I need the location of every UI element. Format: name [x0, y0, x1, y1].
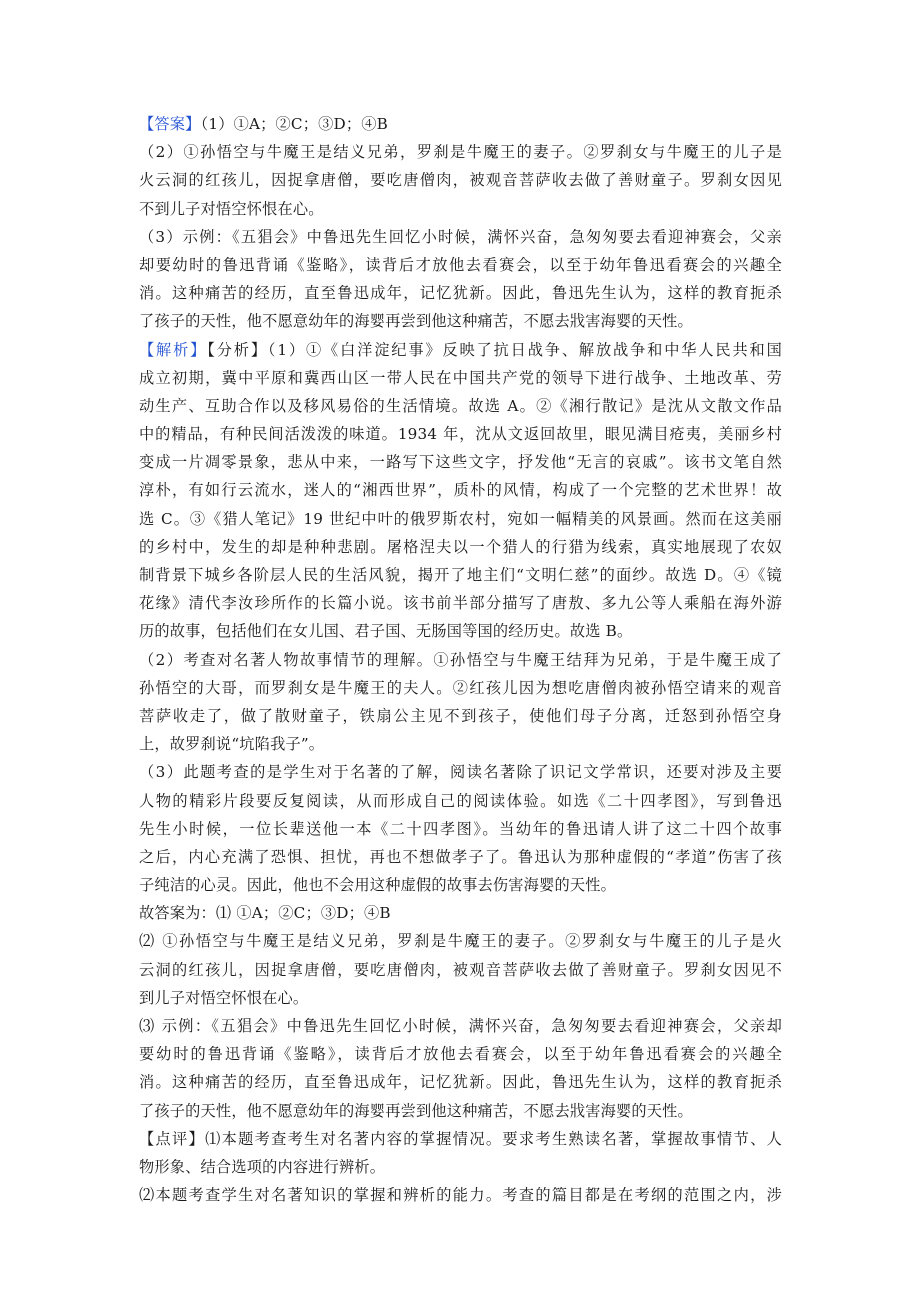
- text-line: [139, 476, 782, 504]
- text-line: [139, 223, 782, 251]
- text-line: [139, 787, 782, 815]
- line-text: 菩萨收走了，做了散财童子，铁扇公主见不到孩子，使他们母子分离，迁怒到孙悟空身: [139, 706, 782, 725]
- line-text: 历的故事，包括他们在女儿国、君子国、无肠国等国的经历史。故选 B。: [139, 622, 633, 641]
- line-text: 要幼时的鲁迅背诵《鉴略》，读背后才放他去看赛会，以至于幼年鲁迅看赛会的兴趣全: [139, 1045, 782, 1064]
- line-text: 【分析】（1）①《白洋淀纪事》反映了抗日战争、解放战争和中华人民共和国: [207, 340, 782, 359]
- line-text: 却要幼时的鲁迅背诵《鉴略》，读背后才放他去看赛会，以至于幼年鲁迅看赛会的兴趣全: [139, 255, 782, 274]
- line-text: 火云洞的红孩儿，因捉拿唐僧，要吃唐僧肉，被观音菩萨收去做了善财童子。罗刹女因见: [139, 171, 782, 190]
- line-text: 中的精品，有种民间活泼泼的味道。1934 年，沈从文返回故里，眼见满目疮夷，美丽乡村: [139, 425, 782, 444]
- text-line: [139, 505, 782, 533]
- line-text: （3）此题考查的是学生对于名著的了解，阅读名著除了识记文学常识，还要对涉及主要: [139, 763, 782, 782]
- line-text: （1）①A；②C；③D；④B: [200, 115, 389, 133]
- line-text: 孙悟空的大哥，而罗刹女是牛魔王的夫人。②红孩儿因为想吃唐僧肉被孙悟空请来的观音: [139, 678, 782, 697]
- line-text: 云洞的红孩儿，因捉拿唐僧，要吃唐僧肉，被观音菩萨收去做了善财童子。罗刹女因见不: [139, 960, 782, 979]
- line-text: ⑵ ①孙悟空与牛魔王是结义兄弟，罗刹是牛魔王的妻子。②罗刹女与牛魔王的儿子是火: [139, 932, 782, 951]
- line-text: 成立初期，冀中平原和冀西山区一带人民在中国共产党的领导下进行战争、土地改革、劳: [139, 368, 782, 387]
- line-text: 子纯洁的心灵。因此，他也不会用这种虚假的故事去伤害海婴的天性。: [139, 876, 617, 895]
- line-text: 的乡村中，发生的却是种种悲剧。屠格涅夫以一个猎人的行猎为线索，真实地展现了农奴: [139, 537, 782, 556]
- text-line: [139, 674, 782, 702]
- text-line: [139, 420, 782, 448]
- text-line: [139, 307, 782, 335]
- text-line: [139, 843, 782, 871]
- line-text: 人物的精彩片段要反复阅读，从而形成自己的阅读体验。如选《二十四孝图》，写到鲁迅: [139, 791, 782, 810]
- text-line: [139, 1012, 782, 1040]
- section-tag: 【答案】: [139, 115, 201, 133]
- line-text: 制背景下城乡各阶层人民的生活风貌，揭开了地主们“文明仁慈”的面纱。故选 D。④《镜: [139, 566, 782, 584]
- text-line: [139, 1181, 782, 1209]
- text-line: [139, 815, 782, 843]
- text-line: [139, 279, 782, 307]
- line-text: 【点评】⑴本题考查考生对名著内容的掌握情况。要求考生熟读名著，掌握故事情节、人: [139, 1129, 782, 1148]
- text-line: [139, 336, 782, 364]
- text-line: [139, 1068, 782, 1096]
- text-line: [139, 927, 782, 955]
- line-text: 消。这种痛苦的经历，直至鲁迅成年，记忆犹新。因此，鲁迅先生认为，这样的教育扼杀: [139, 1073, 782, 1092]
- line-text: 到儿子对悟空怀恨在心。: [139, 988, 309, 1007]
- text-line: [139, 956, 782, 984]
- line-text: 故答案为：⑴ ①A；②C；③D；④B: [139, 904, 391, 923]
- line-text: （2）①孙悟空与牛魔王是结义兄弟，罗刹是牛魔王的妻子。②罗刹女与牛魔王的儿子是: [139, 143, 782, 162]
- text-line: [139, 392, 782, 420]
- text-line: [139, 984, 782, 1012]
- line-text: ⑵本题考查学生对名著知识的掌握和辨析的能力。考查的篇目都是在考纲的范围之内，涉: [139, 1186, 782, 1205]
- text-line: [139, 561, 782, 589]
- line-text: 之后，内心充满了恐惧、担忧，再也不想做孝子了。鲁迅认为那种虚假的“孝道”伤害了孩: [139, 847, 782, 866]
- text-line: [139, 138, 782, 166]
- line-text: 变成一片凋零景象，悲从中来，一路写下这些文字，抒发他“无言的哀戚”。该书文笔自然: [139, 453, 782, 472]
- line-text: 不到儿子对悟空怀恨在心。: [139, 199, 324, 218]
- line-text: 上，故罗刹说“坑陷我子”。: [139, 735, 325, 754]
- text-line: [139, 533, 782, 561]
- line-text: 花缘》清代李汝珍所作的长篇小说。该书前半部分描写了唐敖、多九公等人乘船在海外游: [139, 594, 782, 613]
- line-text: 消。这种痛苦的经历，直至鲁迅成年，记忆犹新。因此，鲁迅先生认为，这样的教育扼杀: [139, 284, 782, 303]
- text-line: [139, 871, 782, 899]
- line-text: 动生产、互助合作以及移风易俗的生活情境。故选 A。②《湘行散记》是沈从文散文作品: [139, 396, 782, 415]
- document-page: [139, 110, 782, 1209]
- line-text: 淳朴，有如行云流水，迷人的“湘西世界”，质朴的风情，构成了一个完整的艺术世界！故: [139, 481, 782, 500]
- text-line: [139, 110, 782, 138]
- text-line: [139, 1153, 782, 1181]
- text-line: [139, 1097, 782, 1125]
- line-text: ⑶ 示例：《五猖会》中鲁迅先生回忆小时候，满怀兴奋，急匆匆要去看迎神赛会，父亲却: [139, 1017, 782, 1035]
- line-text: 选 C。③《猎人笔记》19 世纪中叶的俄罗斯农村，宛如一幅精美的风景画。然而在这美丽: [139, 509, 782, 528]
- text-line: [139, 646, 782, 674]
- text-line: [139, 702, 782, 730]
- line-text: 物形象、结合选项的内容进行辨析。: [139, 1157, 386, 1176]
- line-text: 了孩子的天性，他不愿意幼年的海婴再尝到他这种痛苦，不愿去戕害海婴的天性。: [139, 1101, 693, 1120]
- text-line: [139, 1125, 782, 1153]
- text-line: [139, 364, 782, 392]
- line-text: （3）示例：《五猖会》中鲁迅先生回忆小时候，满怀兴奋，急匆匆要去看迎神赛会，父亲: [139, 227, 782, 246]
- text-line: [139, 589, 782, 617]
- text-line: [139, 251, 782, 279]
- text-line: [139, 899, 782, 927]
- line-text: （2）考查对名著人物故事情节的理解。①孙悟空与牛魔王结拜为兄弟，于是牛魔王成了: [139, 650, 782, 669]
- text-line: [139, 195, 782, 223]
- line-text: 了孩子的天性，他不愿意幼年的海婴再尝到他这种痛苦，不愿去戕害海婴的天性。: [139, 312, 693, 331]
- section-tag: 【解析】: [139, 340, 208, 359]
- text-line: [139, 730, 782, 758]
- text-line: [139, 1040, 782, 1068]
- line-text: 先生小时候，一位长辈送他一本《二十四孝图》。当幼年的鲁迅请人讲了这二十四个故事: [139, 819, 782, 838]
- text-line: [139, 448, 782, 476]
- text-line: [139, 617, 782, 645]
- text-line: [139, 166, 782, 194]
- text-line: [139, 758, 782, 786]
